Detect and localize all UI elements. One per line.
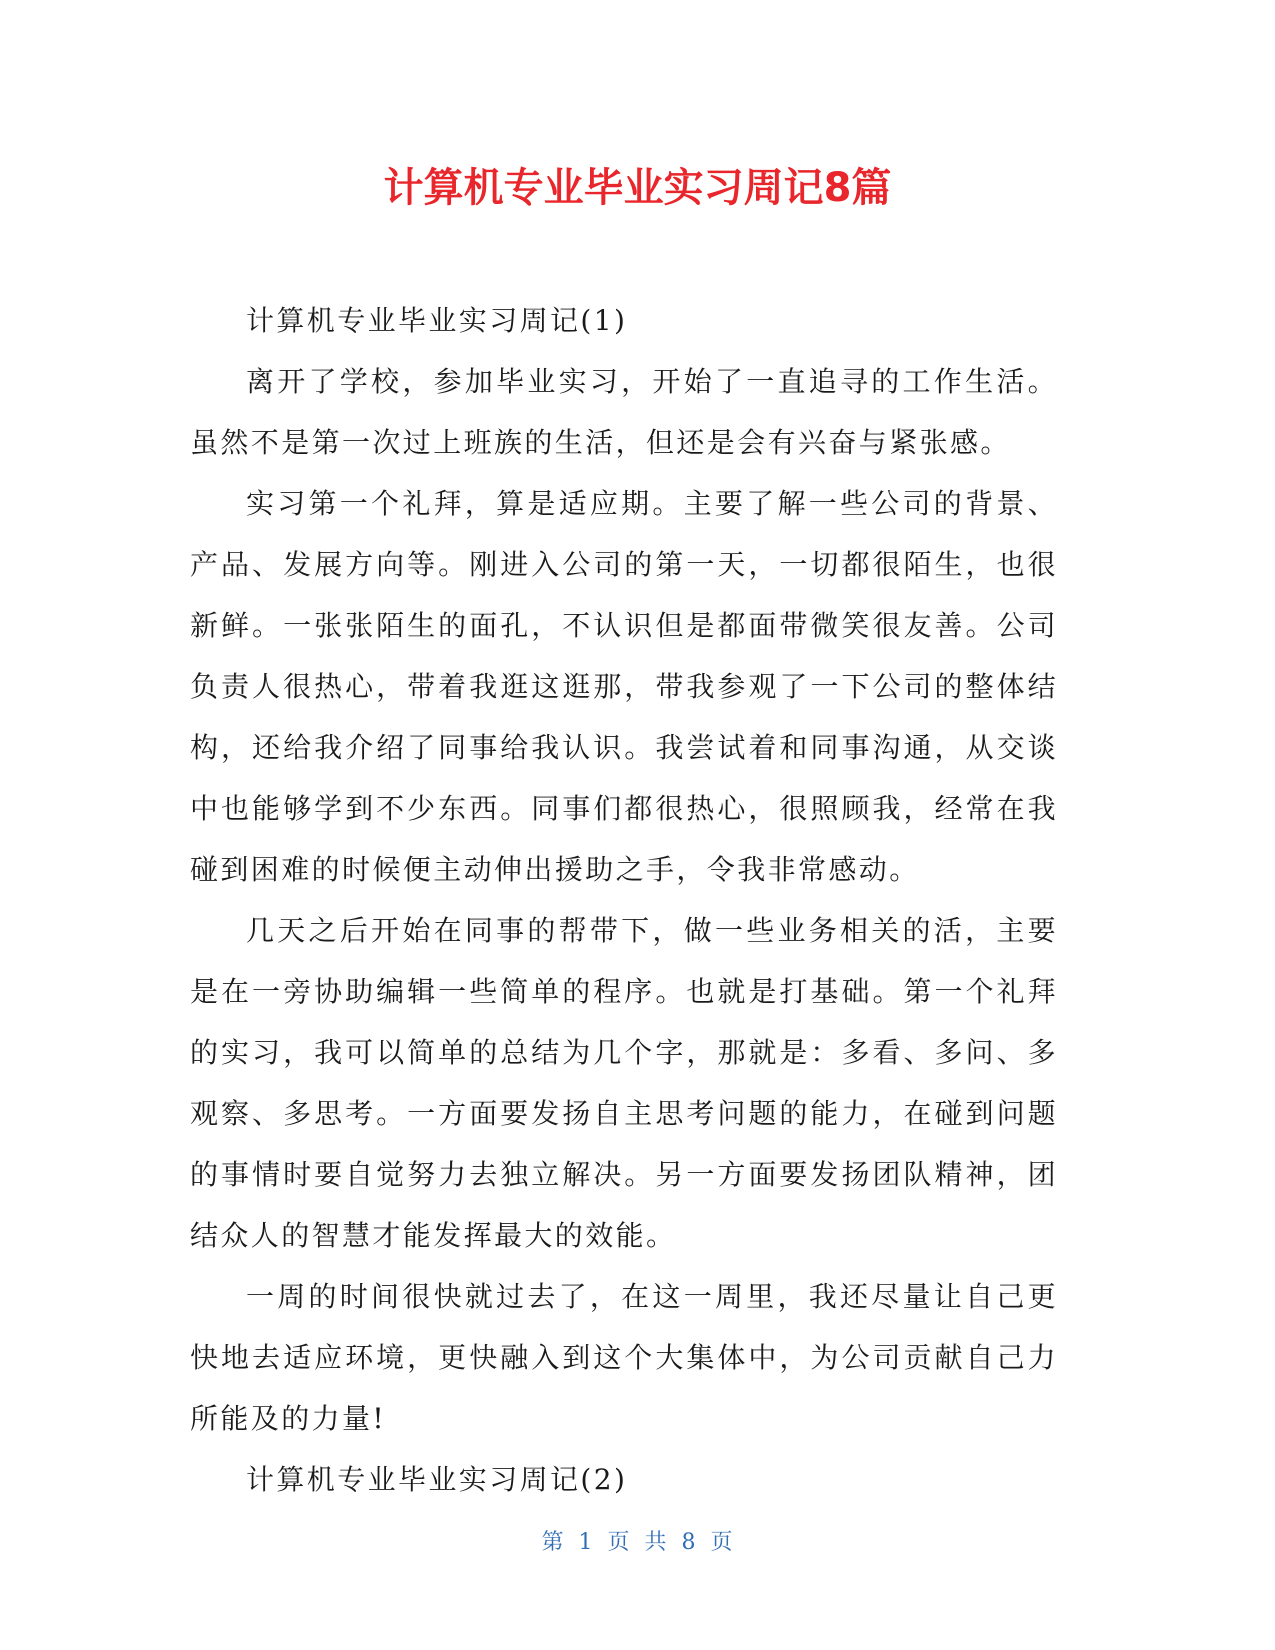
page-number-footer: 第 1 页 共 8 页 bbox=[541, 1530, 734, 1555]
paragraph: 几天之后开始在同事的帮带下，做一些业务相关的活，主要是在一旁协助编辑一些简单的程序。也就是打基础。第一个礼拜的实习，我可以简单的总结为几个字，那就是：多看、多问、多观察、多思考。一方面要发扬自主思考问题的能力，在碰到问题的事情时要自觉努力去独立解决。另一方面要发扬团队精神，团结众人的智慧才能发挥最大的效能。 bbox=[190, 914, 1058, 1252]
page-title: 计算机专业毕业实习周记8篇 bbox=[383, 165, 892, 211]
paragraph: 实习第一个礼拜，算是适应期。主要了解一些公司的背景、产品、发展方向等。刚进入公司的第一天，一切都很陌生，也很新鲜。一张张陌生的面孔，不认识但是都面带微笑很友善。公司负责人很热心，带着我逛这逛那，带我参观了一下公司的整体结构，还给我介绍了同事给我认识。我尝试着和同事沟通，从交谈中也能够学到不少东西。同事们都很热心，很照顾我，经常在我碰到困难的时候便主动伸出援助之手，令我非常感动。 bbox=[190, 487, 1058, 886]
section-heading-2: 计算机专业毕业实习周记(2) bbox=[246, 1463, 628, 1496]
document-body bbox=[190, 290, 1058, 1510]
paragraph: 离开了学校，参加毕业实习，开始了一直追寻的工作生活。虽然不是第一次过上班族的生活，但还是会有兴奋与紧张感。 bbox=[190, 365, 1058, 459]
section-heading-1: 计算机专业毕业实习周记(1) bbox=[246, 304, 628, 337]
paragraph: 一周的时间很快就过去了，在这一周里，我还尽量让自己更快地去适应环境，更快融入到这个大集体中，为公司贡献自己力所能及的力量! bbox=[190, 1280, 1058, 1435]
